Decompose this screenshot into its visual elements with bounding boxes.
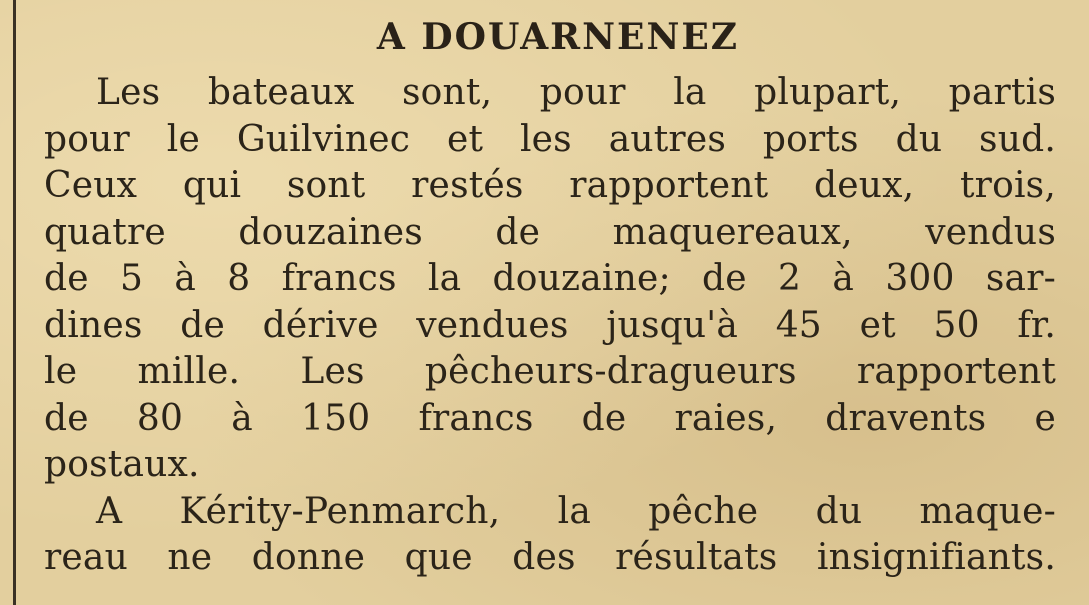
article-line-2: pour le Guilvinec et les autres ports du sud. (44, 118, 1056, 160)
article-line-5: de 5 à 8 francs la douzaine; de 2 à 300 sar- (44, 258, 1056, 299)
article-line-9: postaux. (44, 444, 200, 485)
article-line-10: A Kérity-Penmarch, la pêche du maque- (96, 490, 1056, 532)
article-line-8: de 80 à 150 francs de raies, dravents e (44, 397, 1056, 439)
article-line-11: reau ne donne que des résultats insignifiants. (44, 537, 1056, 578)
article-line-1: Les bateaux sont, pour la plupart, partis (96, 72, 1056, 113)
newspaper-article (44, 4, 1056, 582)
article-line-3: Ceux qui sont restés rapportent deux, trois, (44, 165, 1056, 206)
article-headline: A DOUARNENEZ (376, 16, 740, 58)
article-line-4: quatre douzaines de maquereaux, vendus (44, 211, 1056, 253)
article-line-7: le mille. Les pêcheurs-dragueurs rapportent (44, 351, 1056, 392)
column-rule (13, 0, 16, 605)
article-line-6: dines de dérive vendues jusqu'à 45 et 50 fr. (44, 304, 1056, 346)
